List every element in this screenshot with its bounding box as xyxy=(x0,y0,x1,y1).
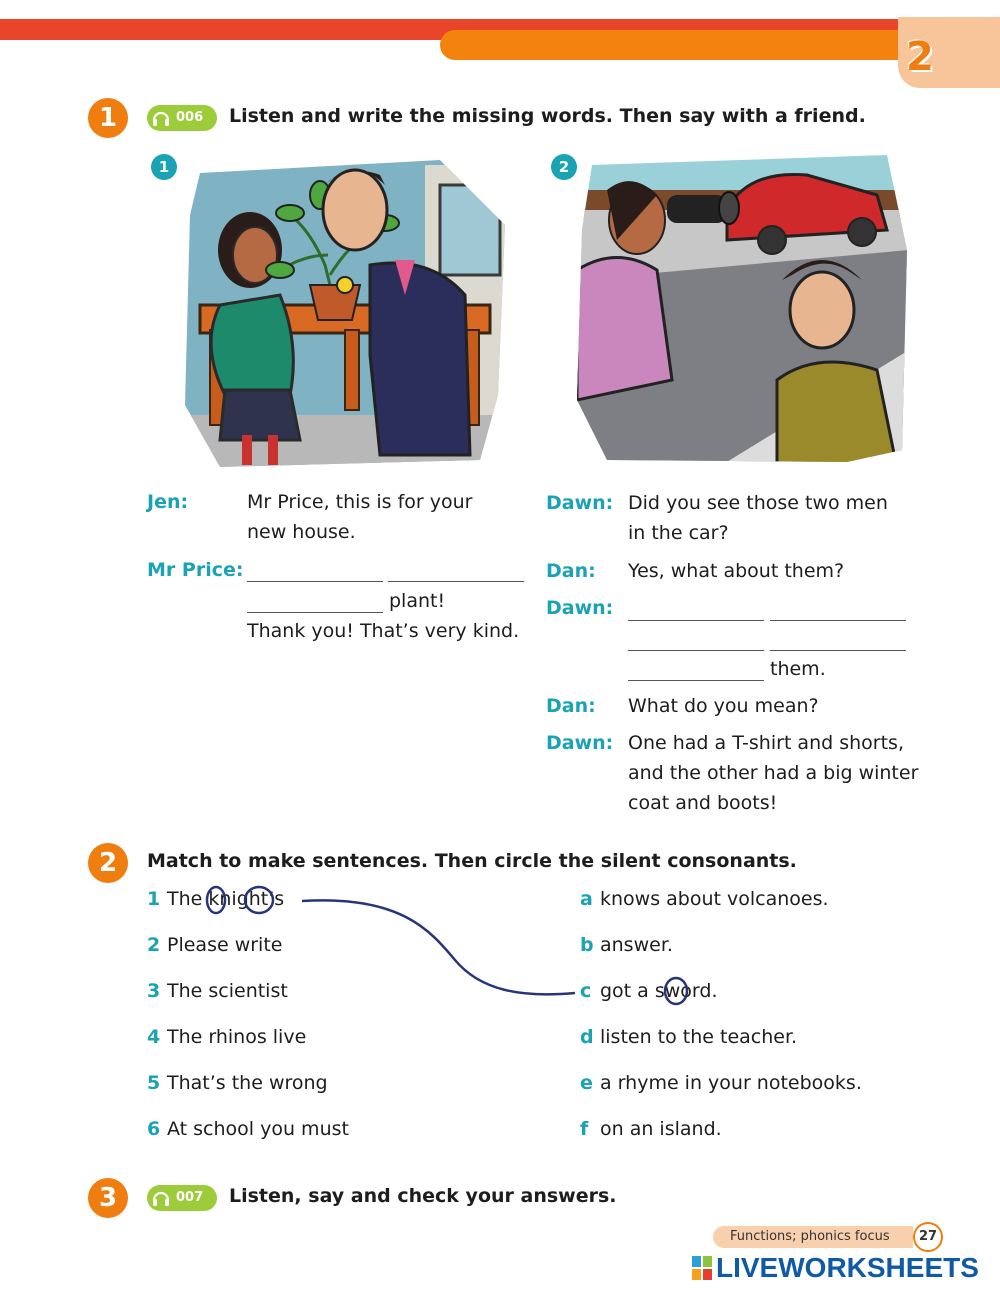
dialogue-line: One had a T-shirt and shorts, xyxy=(628,732,904,754)
dialogue-line: plant! xyxy=(389,590,446,612)
speaker-dan: Dan: xyxy=(546,695,596,717)
answer-blank[interactable] xyxy=(628,650,764,651)
match-left-number: 4 xyxy=(147,1026,161,1048)
exercise-2-number: 2 xyxy=(88,843,128,883)
match-left-text[interactable]: At school you must xyxy=(167,1118,349,1140)
speaker-dawn: Dawn: xyxy=(546,732,614,754)
answer-blank[interactable] xyxy=(628,620,764,621)
match-left-text[interactable]: The scientist xyxy=(167,980,288,1002)
match-right-letter: a xyxy=(580,888,593,910)
match-right-text[interactable]: answer. xyxy=(600,934,673,956)
dialogue-line: What do you mean? xyxy=(628,695,819,717)
speaker-dan: Dan: xyxy=(546,560,596,582)
footer-label: Functions; phonics focus xyxy=(730,1229,890,1244)
dialogue-line: Did you see those two men xyxy=(628,492,888,514)
dialogue-line: Thank you! That’s very kind. xyxy=(247,620,520,642)
match-left-number: 2 xyxy=(147,934,161,956)
match-right-letter: f xyxy=(580,1118,589,1140)
dialogue-line: them. xyxy=(770,658,826,680)
speaker-dawn: Dawn: xyxy=(546,492,614,514)
picture-2-number: 2 xyxy=(551,154,577,180)
speaker-mr-price: Mr Price: xyxy=(147,559,244,581)
exercise-2-instruction: Match to make sentences. Then circle the silent consonants. xyxy=(147,850,797,872)
match-left-text[interactable]: That’s the wrong xyxy=(167,1072,328,1094)
answer-blank[interactable] xyxy=(388,581,524,582)
audio-code: 006 xyxy=(176,110,204,125)
page-number: 27 xyxy=(913,1222,943,1252)
answer-blank[interactable] xyxy=(770,620,906,621)
liveworksheets-logo-icon xyxy=(692,1256,712,1280)
liveworksheets-brand[interactable]: LIVEWORKSHEETS xyxy=(716,1252,979,1283)
match-right-text[interactable]: got a sword. xyxy=(600,980,718,1002)
match-right-text[interactable]: listen to the teacher. xyxy=(600,1026,798,1048)
exercise-1-instruction: Listen and write the missing words. Then say with a friend. xyxy=(229,105,866,127)
match-left-number: 3 xyxy=(147,980,161,1002)
audio-button-006[interactable] xyxy=(147,105,217,131)
headphones-icon xyxy=(151,1188,171,1208)
answer-blank[interactable] xyxy=(247,581,383,582)
match-left-text[interactable]: The rhinos live xyxy=(167,1026,307,1048)
exercise-3-instruction: Listen, say and check your answers. xyxy=(229,1185,617,1207)
answer-blank[interactable] xyxy=(247,612,383,613)
speaker-dawn: Dawn: xyxy=(546,597,614,619)
dialogue-line: in the car? xyxy=(628,522,729,544)
header-orange-bar xyxy=(440,30,910,60)
match-left-number: 6 xyxy=(147,1118,161,1140)
unit-number: 2 xyxy=(906,34,934,80)
speaker-jen: Jen: xyxy=(147,491,189,513)
dialogue-line: new house. xyxy=(247,521,356,543)
audio-code: 007 xyxy=(176,1190,204,1205)
headphones-icon xyxy=(151,108,171,128)
audio-button-007[interactable] xyxy=(147,1185,217,1211)
picture-1-number: 1 xyxy=(151,154,177,180)
match-right-text[interactable]: knows about volcanoes. xyxy=(600,888,829,910)
match-right-letter: c xyxy=(580,980,592,1002)
answer-blank[interactable] xyxy=(628,680,764,681)
match-left-number: 1 xyxy=(147,888,161,910)
match-right-text[interactable]: a rhyme in your notebooks. xyxy=(600,1072,862,1094)
match-right-letter: e xyxy=(580,1072,593,1094)
match-right-letter: d xyxy=(580,1026,594,1048)
exercise-1-number: 1 xyxy=(88,98,128,138)
exercise-3-number: 3 xyxy=(88,1178,128,1218)
picture-dawn-binoculars-car-icon xyxy=(577,150,909,468)
answer-blank[interactable] xyxy=(770,650,906,651)
dialogue-line: and the other had a big winter xyxy=(628,762,919,784)
dialogue-line: coat and boots! xyxy=(628,792,778,814)
match-right-letter: b xyxy=(580,934,594,956)
match-left-text[interactable]: Please write xyxy=(167,934,283,956)
dialogue-line: Yes, what about them? xyxy=(628,560,845,582)
match-right-text[interactable]: on an island. xyxy=(600,1118,722,1140)
dialogue-line: Mr Price, this is for your xyxy=(247,491,473,513)
match-left-text[interactable]: The knight’s xyxy=(167,888,285,910)
match-left-number: 5 xyxy=(147,1072,161,1094)
match-line-1-c xyxy=(302,900,575,994)
picture-jen-gives-plant-icon xyxy=(180,155,510,470)
